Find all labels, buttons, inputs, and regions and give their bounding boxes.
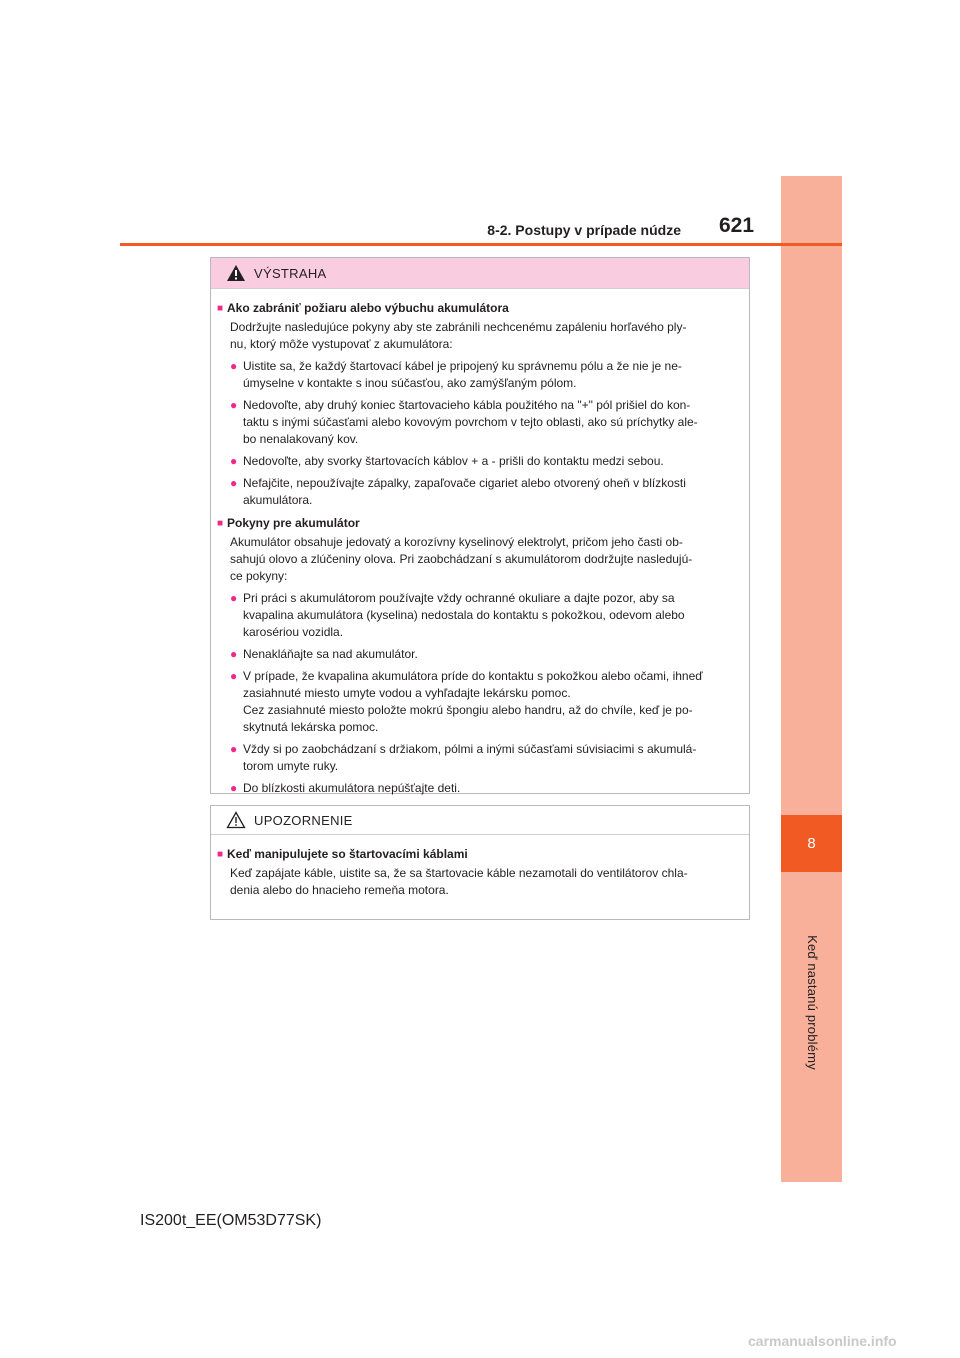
bullet-text xyxy=(243,668,743,736)
bullet-item xyxy=(217,590,743,641)
text-line: bo nenalakovaný kov. xyxy=(243,432,359,446)
round-bullet-icon: ● xyxy=(230,591,238,605)
bullet-text xyxy=(243,453,743,470)
bullet-text xyxy=(243,590,743,641)
text-line: Uistite sa, že každý štartovací kábel je pripojený ku správnemu pólu a že nie je ne- xyxy=(243,359,682,373)
footer-model-code: IS200t_EE(OM53D77SK) xyxy=(140,1212,322,1229)
text-line: nu, ktorý môže vystupovať z akumulátora: xyxy=(230,337,453,351)
text-line: taktu s inými súčasťami alebo kovovým povrchom v tejto oblasti, ako sú príchytky ale- xyxy=(243,415,698,429)
warning-box-title: VÝSTRAHA xyxy=(254,265,327,281)
text-line: Nefajčite, nepoužívajte zápalky, zapaľovače cigariet alebo otvorený oheň v blízkosti xyxy=(243,476,686,490)
text-line: skytnutá lekárska pomoc. xyxy=(243,720,379,734)
section-title: 8-2. Postupy v prípade núdze xyxy=(487,222,681,238)
round-bullet-icon: ● xyxy=(230,647,238,661)
square-bullet-icon: ■ xyxy=(217,303,224,314)
bullet-item xyxy=(217,668,743,736)
bullet-item xyxy=(217,646,743,663)
caution-box-title: UPOZORNENIE xyxy=(254,812,353,828)
caution-box xyxy=(210,805,750,920)
subsection-heading xyxy=(217,846,743,863)
bullet-item xyxy=(217,475,743,509)
bullet-text xyxy=(243,741,743,775)
watermark-text: carmanualsonline.info xyxy=(748,1333,897,1349)
header-rule xyxy=(120,243,842,246)
paragraph xyxy=(217,319,743,353)
text-line: torom umyte ruky. xyxy=(243,759,339,773)
square-bullet-icon: ■ xyxy=(217,518,224,529)
round-bullet-icon: ● xyxy=(230,398,238,412)
subsection-heading xyxy=(217,515,743,532)
caution-box-header xyxy=(211,806,749,835)
text-line: karosériou vozidla. xyxy=(243,625,344,639)
chapter-label-wrap xyxy=(790,934,834,1070)
chapter-label: Keď nastanú problémy xyxy=(804,934,820,1070)
warning-triangle-icon xyxy=(226,264,246,282)
warning-box xyxy=(210,257,750,794)
bullet-text xyxy=(243,780,743,797)
caution-triangle-icon xyxy=(226,811,246,829)
text-line: Akumulátor obsahuje jedovatý a korozívny kyselinový elektrolyt, pričom jeho časti ob- xyxy=(230,535,683,549)
text-line: sahujú olovo a zlúčeniny olova. Pri zaobchádzaní s akumulátorom dodržujte nasledujú- xyxy=(230,552,693,566)
bullet-item xyxy=(217,741,743,775)
bullet-item xyxy=(217,358,743,392)
caution-box-body xyxy=(211,835,749,899)
text-line: denia alebo do hnacieho remeňa motora. xyxy=(230,883,449,897)
paragraph xyxy=(217,865,743,899)
text-line: Do blízkosti akumulátora nepúšťajte deti. xyxy=(243,781,461,795)
text-line: Nenakláňajte sa nad akumulátor. xyxy=(243,647,418,661)
warning-box-body xyxy=(211,289,749,797)
paragraph xyxy=(217,534,743,585)
round-bullet-icon: ● xyxy=(230,742,238,756)
bullet-text xyxy=(243,358,743,392)
text-line: ce pokyny: xyxy=(230,569,288,583)
bullet-item xyxy=(217,453,743,470)
subsection-heading-text: Ako zabrániť požiaru alebo výbuchu akumulátora xyxy=(227,301,509,315)
page-number: 621 xyxy=(719,214,755,237)
text-line: Cez zasiahnuté miesto položte mokrú špongiu alebo handru, až do chvíle, keď je po- xyxy=(243,703,693,717)
bullet-item xyxy=(217,397,743,448)
round-bullet-icon: ● xyxy=(230,359,238,373)
text-line: zasiahnuté miesto umyte vodou a vyhľadajte lekársku pomoc. xyxy=(243,686,571,700)
round-bullet-icon: ● xyxy=(230,454,238,468)
bullet-item xyxy=(217,780,743,797)
text-line: akumulátora. xyxy=(243,493,313,507)
subsection-heading-text: Pokyny pre akumulátor xyxy=(227,516,360,530)
text-line: Keď zapájate káble, uistite sa, že sa štartovacie káble nezamotali do ventilátorov chla- xyxy=(230,866,688,880)
text-line: Dodržujte nasledujúce pokyny aby ste zabránili nechcenému zapáleniu horľavého ply- xyxy=(230,320,687,334)
text-line: V prípade, že kvapalina akumulátora príde do kontaktu s pokožkou alebo očami, ihneď xyxy=(243,669,703,683)
subsection-heading-text: Keď manipulujete so štartovacími káblami xyxy=(227,847,468,861)
bullet-text xyxy=(243,646,743,663)
round-bullet-icon: ● xyxy=(230,669,238,683)
bullet-text xyxy=(243,397,743,448)
chapter-number: 8 xyxy=(781,815,842,872)
round-bullet-icon: ● xyxy=(230,781,238,795)
square-bullet-icon: ■ xyxy=(217,849,224,860)
spacer xyxy=(217,509,743,513)
text-line: kvapalina akumulátora (kyselina) nedostala do kontaktu s pokožkou, odevom alebo xyxy=(243,608,685,622)
bullet-text xyxy=(243,475,743,509)
text-line: Pri práci s akumulátorom používajte vždy ochranné okuliare a dajte pozor, aby sa xyxy=(243,591,675,605)
text-line: Vždy si po zaobchádzaní s držiakom, pólmi a inými súčasťami súvisiacimi s akumulá- xyxy=(243,742,697,756)
round-bullet-icon: ● xyxy=(230,476,238,490)
subsection-heading xyxy=(217,300,743,317)
text-line: Nedovoľte, aby svorky štartovacích káblov + a - prišli do kontaktu medzi sebou. xyxy=(243,454,664,468)
warning-box-header xyxy=(211,258,749,289)
text-line: Nedovoľte, aby druhý koniec štartovacieho kábla použitého na "+" pól prišiel do kon- xyxy=(243,398,691,412)
text-line: úmyselne v kontakte s inou súčasťou, ako zamýšľaným pólom. xyxy=(243,376,577,390)
